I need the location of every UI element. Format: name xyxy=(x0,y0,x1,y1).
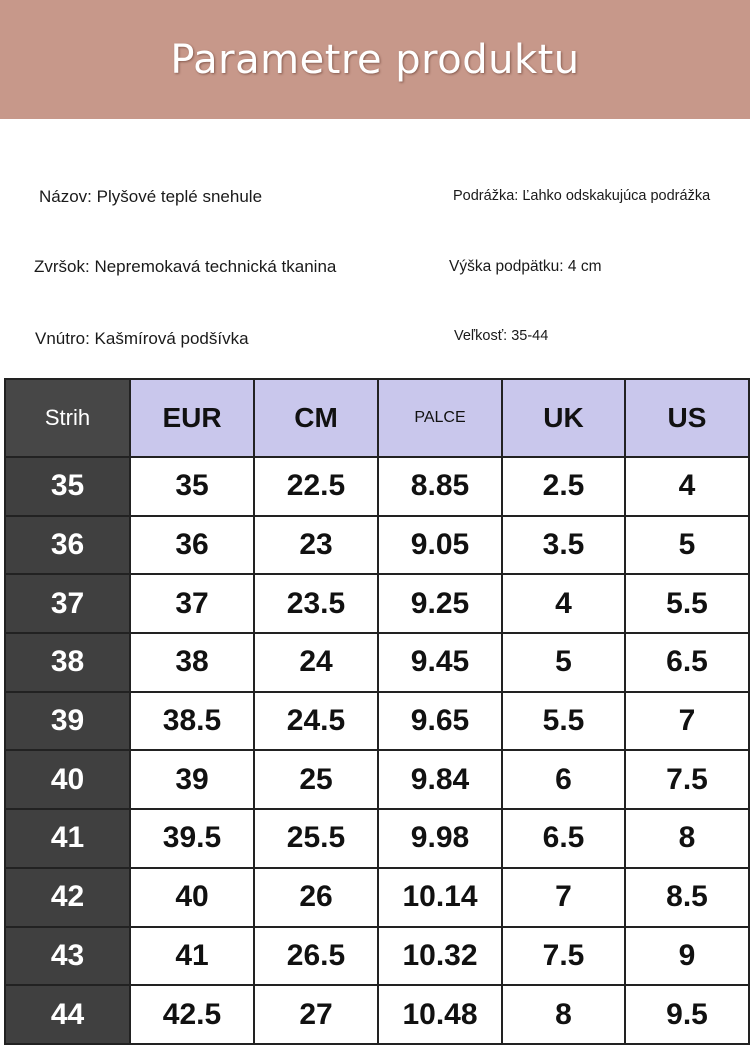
header-uk: UK xyxy=(502,379,625,457)
cell-uk: 2.5 xyxy=(502,457,625,516)
header-strih: Strih xyxy=(5,379,130,457)
cell-palce: 10.14 xyxy=(378,868,502,927)
cell-us: 5.5 xyxy=(625,574,749,633)
cell-palce: 9.84 xyxy=(378,750,502,809)
cell-strih: 37 xyxy=(5,574,130,633)
table-row xyxy=(5,750,749,809)
page-title: Parametre produktu xyxy=(170,36,580,83)
cell-cm: 26 xyxy=(254,868,378,927)
cell-eur: 39.5 xyxy=(130,809,254,868)
cell-eur: 38.5 xyxy=(130,692,254,751)
cell-palce: 9.98 xyxy=(378,809,502,868)
cell-strih: 42 xyxy=(5,868,130,927)
cell-strih: 43 xyxy=(5,927,130,986)
header-cm: CM xyxy=(254,379,378,457)
cell-cm: 27 xyxy=(254,985,378,1044)
cell-us: 5 xyxy=(625,516,749,575)
cell-palce: 9.65 xyxy=(378,692,502,751)
cell-strih: 44 xyxy=(5,985,130,1044)
table-row xyxy=(5,574,749,633)
cell-cm: 23.5 xyxy=(254,574,378,633)
cell-eur: 37 xyxy=(130,574,254,633)
spec-sole: Podrážka: Ľahko odskakujúca podrážka xyxy=(453,188,711,204)
cell-us: 4 xyxy=(625,457,749,516)
cell-cm: 23 xyxy=(254,516,378,575)
table-row xyxy=(5,516,749,575)
cell-cm: 25.5 xyxy=(254,809,378,868)
cell-us: 8.5 xyxy=(625,868,749,927)
cell-strih: 35 xyxy=(5,457,130,516)
cell-uk: 6.5 xyxy=(502,809,625,868)
table-row xyxy=(5,633,749,692)
cell-eur: 36 xyxy=(130,516,254,575)
spec-upper: Zvršok: Nepremokavá technická tkanina xyxy=(34,257,337,276)
cell-cm: 26.5 xyxy=(254,927,378,986)
spec-inner: Vnútro: Kašmírová podšívka xyxy=(35,329,249,348)
cell-us: 7 xyxy=(625,692,749,751)
cell-eur: 42.5 xyxy=(130,985,254,1044)
cell-strih: 40 xyxy=(5,750,130,809)
cell-uk: 5 xyxy=(502,633,625,692)
table-row xyxy=(5,692,749,751)
cell-uk: 3.5 xyxy=(502,516,625,575)
cell-eur: 35 xyxy=(130,457,254,516)
cell-palce: 10.32 xyxy=(378,927,502,986)
cell-palce: 9.25 xyxy=(378,574,502,633)
cell-us: 8 xyxy=(625,809,749,868)
size-chart-header-row xyxy=(5,379,749,457)
cell-palce: 9.05 xyxy=(378,516,502,575)
table-row xyxy=(5,985,749,1044)
cell-eur: 39 xyxy=(130,750,254,809)
table-row xyxy=(5,457,749,516)
cell-uk: 7 xyxy=(502,868,625,927)
table-row xyxy=(5,927,749,986)
table-row xyxy=(5,868,749,927)
cell-cm: 22.5 xyxy=(254,457,378,516)
table-row xyxy=(5,809,749,868)
cell-eur: 40 xyxy=(130,868,254,927)
cell-uk: 4 xyxy=(502,574,625,633)
cell-cm: 24 xyxy=(254,633,378,692)
cell-palce: 10.48 xyxy=(378,985,502,1044)
size-chart-table xyxy=(4,378,750,1045)
title-banner xyxy=(0,0,750,119)
cell-uk: 5.5 xyxy=(502,692,625,751)
cell-palce: 8.85 xyxy=(378,457,502,516)
cell-strih: 38 xyxy=(5,633,130,692)
header-us: US xyxy=(625,379,749,457)
cell-uk: 7.5 xyxy=(502,927,625,986)
cell-cm: 24.5 xyxy=(254,692,378,751)
cell-eur: 41 xyxy=(130,927,254,986)
cell-uk: 8 xyxy=(502,985,625,1044)
cell-us: 6.5 xyxy=(625,633,749,692)
spec-heel: Výška podpätku: 4 cm xyxy=(449,258,602,275)
size-chart-body xyxy=(5,457,749,1044)
cell-palce: 9.45 xyxy=(378,633,502,692)
cell-uk: 6 xyxy=(502,750,625,809)
header-palce: PALCE xyxy=(378,379,502,457)
spec-size: Veľkosť: 35-44 xyxy=(454,328,549,344)
cell-strih: 41 xyxy=(5,809,130,868)
cell-eur: 38 xyxy=(130,633,254,692)
cell-us: 7.5 xyxy=(625,750,749,809)
header-eur: EUR xyxy=(130,379,254,457)
cell-us: 9.5 xyxy=(625,985,749,1044)
cell-strih: 36 xyxy=(5,516,130,575)
cell-us: 9 xyxy=(625,927,749,986)
spec-name: Názov: Plyšové teplé snehule xyxy=(39,187,263,206)
cell-strih: 39 xyxy=(5,692,130,751)
cell-cm: 25 xyxy=(254,750,378,809)
